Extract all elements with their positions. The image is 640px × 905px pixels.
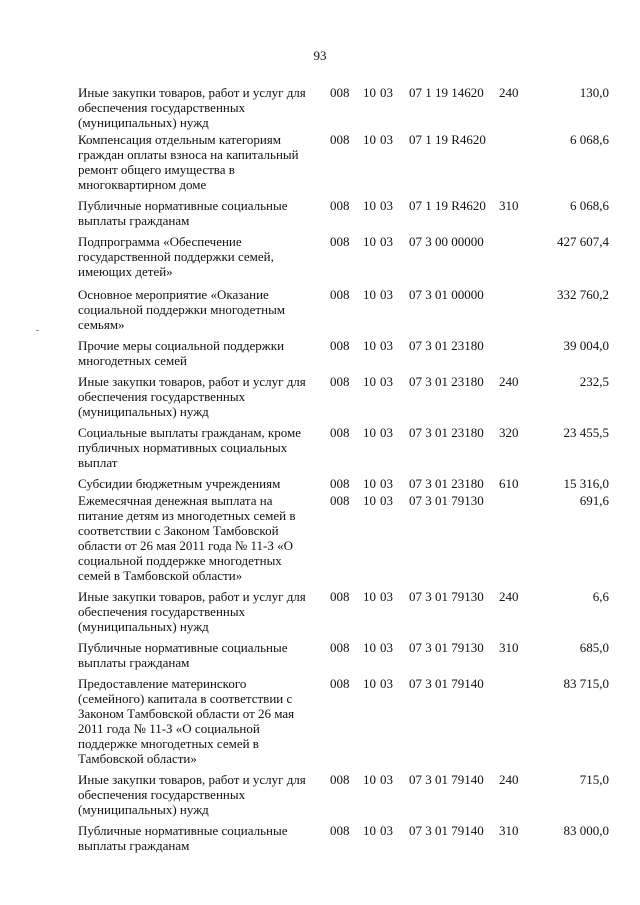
- row-ved: 008: [330, 676, 350, 691]
- row-csr: 07 1 19 R4620: [409, 132, 486, 147]
- row-name: Иные закупки товаров, работ и услуг для обеспечения государственных (муниципальных) нужд: [78, 85, 306, 130]
- row-name: Подпрограмма «Обеспечение государственной поддержки семей, имеющих детей»: [78, 234, 274, 279]
- row-csr: 07 3 01 79130: [409, 493, 484, 508]
- row-ved: 008: [330, 338, 350, 353]
- row-ved: 008: [330, 132, 350, 147]
- row-sum: 39 004,0: [563, 338, 609, 353]
- row-ved: 008: [330, 425, 350, 440]
- row-csr: 07 1 19 R4620: [409, 198, 486, 213]
- row-ved: 008: [330, 640, 350, 655]
- row-csr: 07 3 01 79140: [409, 823, 484, 838]
- row-rz: 10: [363, 85, 376, 100]
- table-row: [0, 493, 640, 583]
- row-pr: 03: [380, 198, 393, 213]
- row-vr: 310: [499, 640, 519, 655]
- row-sum: 232,5: [579, 374, 609, 389]
- row-name: Иные закупки товаров, работ и услуг для обеспечения государственных (муниципальных) нужд: [78, 374, 306, 419]
- row-name: Иные закупки товаров, работ и услуг для обеспечения государственных (муниципальных) нужд: [78, 772, 306, 817]
- row-sum: 685,0: [579, 640, 609, 655]
- row-sum: 23 455,5: [563, 425, 609, 440]
- row-vr: 610: [499, 476, 519, 491]
- row-vr: 310: [499, 198, 519, 213]
- row-sum: 691,6: [579, 493, 609, 508]
- row-pr: 03: [380, 234, 393, 249]
- row-rz: 10: [363, 493, 376, 508]
- row-vr: 310: [499, 823, 519, 838]
- row-vr: 240: [499, 772, 519, 787]
- row-sum: 6 068,6: [570, 132, 609, 147]
- row-name: Публичные нормативные социальные выплаты гражданам: [78, 198, 288, 228]
- row-csr: 07 3 01 23180: [409, 476, 484, 491]
- row-ved: 008: [330, 287, 350, 302]
- row-sum: 83 715,0: [563, 676, 609, 691]
- row-name: Публичные нормативные социальные выплаты гражданам: [78, 823, 288, 853]
- row-csr: 07 3 01 23180: [409, 425, 484, 440]
- row-sum: 332 760,2: [557, 287, 609, 302]
- budget-table: [0, 85, 640, 853]
- table-row: [0, 85, 640, 130]
- table-row: [0, 338, 640, 368]
- row-pr: 03: [380, 338, 393, 353]
- row-rz: 10: [363, 198, 376, 213]
- row-rz: 10: [363, 287, 376, 302]
- row-sum: 427 607,4: [557, 234, 609, 249]
- table-row: [0, 198, 640, 228]
- table-row: [0, 823, 640, 853]
- row-name: Иные закупки товаров, работ и услуг для обеспечения государственных (муниципальных) нужд: [78, 589, 306, 634]
- row-rz: 10: [363, 234, 376, 249]
- row-ved: 008: [330, 772, 350, 787]
- row-rz: 10: [363, 338, 376, 353]
- row-rz: 10: [363, 132, 376, 147]
- table-row: [0, 640, 640, 670]
- row-csr: 07 3 00 00000: [409, 234, 484, 249]
- table-row: [0, 476, 640, 491]
- row-name: Прочие меры социальной поддержки многодетных семей: [78, 338, 285, 368]
- table-row: [0, 772, 640, 817]
- row-pr: 03: [380, 85, 393, 100]
- row-name: Основное мероприятие «Оказание социальной поддержки многодетным семьям»: [78, 287, 286, 332]
- row-ved: 008: [330, 374, 350, 389]
- row-name: Компенсация отдельным категориям граждан оплаты взноса на капитальный ремонт общего имущества в многоквартирном доме: [78, 132, 299, 192]
- row-name: Субсидии бюджетным учреждениям: [78, 476, 281, 491]
- row-name: Предоставление материнского (семейного) капитала в соответствии с Законом Тамбовской области от 26 мая 2011 года № 11-З «О социальной поддержке многодетных семей в Тамбовской области»: [78, 676, 295, 766]
- row-csr: 07 3 01 79140: [409, 772, 484, 787]
- table-row: [0, 234, 640, 279]
- row-name: Ежемесячная денежная выплата на питание детям из многодетных семей в соответствии с Законом Тамбовской области от 26 мая 2011 года № 11-З «О социальной поддержке многодетных семей в Тамбовской области»: [78, 493, 296, 583]
- row-csr: 07 3 01 79140: [409, 676, 484, 691]
- row-ved: 008: [330, 823, 350, 838]
- table-row: [0, 676, 640, 766]
- table-row: [0, 287, 640, 332]
- row-sum: 6 068,6: [570, 198, 609, 213]
- table-row: [0, 425, 640, 470]
- row-pr: 03: [380, 676, 393, 691]
- row-rz: 10: [363, 640, 376, 655]
- row-sum: 130,0: [579, 85, 609, 100]
- row-csr: 07 3 01 00000: [409, 287, 484, 302]
- row-sum: 15 316,0: [563, 476, 609, 491]
- row-ved: 008: [330, 589, 350, 604]
- row-ved: 008: [330, 85, 350, 100]
- row-ved: 008: [330, 493, 350, 508]
- row-vr: 320: [499, 425, 519, 440]
- row-pr: 03: [380, 772, 393, 787]
- row-vr: 240: [499, 374, 519, 389]
- row-pr: 03: [380, 374, 393, 389]
- row-name: Публичные нормативные социальные выплаты гражданам: [78, 640, 288, 670]
- row-ved: 008: [330, 476, 350, 491]
- row-csr: 07 3 01 23180: [409, 338, 484, 353]
- table-row: [0, 132, 640, 192]
- row-csr: 07 3 01 23180: [409, 374, 484, 389]
- row-vr: 240: [499, 589, 519, 604]
- row-sum: 6,6: [592, 589, 609, 604]
- row-pr: 03: [380, 823, 393, 838]
- row-rz: 10: [363, 589, 376, 604]
- row-rz: 10: [363, 772, 376, 787]
- row-csr: 07 3 01 79130: [409, 589, 484, 604]
- row-rz: 10: [363, 425, 376, 440]
- row-rz: 10: [363, 374, 376, 389]
- row-pr: 03: [380, 640, 393, 655]
- row-pr: 03: [380, 493, 393, 508]
- row-sum: 83 000,0: [563, 823, 609, 838]
- row-pr: 03: [380, 132, 393, 147]
- row-pr: 03: [380, 589, 393, 604]
- row-ved: 008: [330, 234, 350, 249]
- row-pr: 03: [380, 425, 393, 440]
- row-rz: 10: [363, 676, 376, 691]
- row-rz: 10: [363, 476, 376, 491]
- row-sum: 715,0: [579, 772, 609, 787]
- table-row: [0, 374, 640, 419]
- page-number: 93: [313, 48, 327, 63]
- table-row: [0, 589, 640, 634]
- row-rz: 10: [363, 823, 376, 838]
- row-name: Социальные выплаты гражданам, кроме публичных нормативных социальных выплат: [78, 425, 301, 470]
- row-pr: 03: [380, 287, 393, 302]
- row-csr: 07 3 01 79130: [409, 640, 484, 655]
- row-vr: 240: [499, 85, 519, 100]
- row-csr: 07 1 19 14620: [409, 85, 484, 100]
- row-ved: 008: [330, 198, 350, 213]
- row-pr: 03: [380, 476, 393, 491]
